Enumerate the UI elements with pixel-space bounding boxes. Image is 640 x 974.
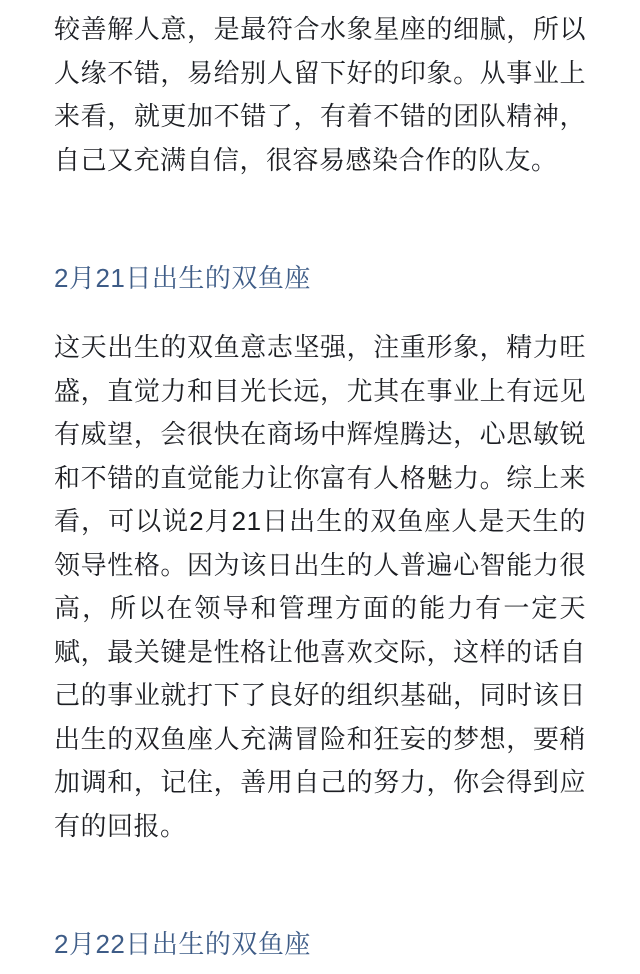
section-feb21 (54, 260, 586, 848)
section-body-feb21: 这天出生的双鱼意志坚强，注重形象，精力旺盛，直觉力和目光长远，尤其在事业上有远见有威望，会很快在商场中辉煌腾达，心思敏锐和不错的直觉能力让你富有人格魅力。综上来看，可以说2月21日出生的双鱼座人是天生的领导性格。因为该日出生的人普遍心智能力很高，所以在领导和管理方面的能力有一定天赋，最关键是性格让他喜欢交际，这样的话自己的事业就打下了良好的组织基础，同时该日出生的双鱼座人充满冒险和狂妄的梦想，要稍加调和，记住，善用自己的努力，你会得到应有的回报。 (54, 332, 586, 841)
section-heading-feb22: 2月22日出生的双鱼座 (54, 929, 311, 959)
intro-paragraph: 较善解人意，是最符合水象星座的细腻，所以人缘不错，易给别人留下好的印象。从事业上来看，就更加不错了，有着不错的团队精神，自己又充满自信，很容易感染合作的队友。 (54, 14, 586, 175)
section-feb22 (54, 926, 586, 962)
section-heading-feb21: 2月21日出生的双鱼座 (54, 263, 311, 293)
